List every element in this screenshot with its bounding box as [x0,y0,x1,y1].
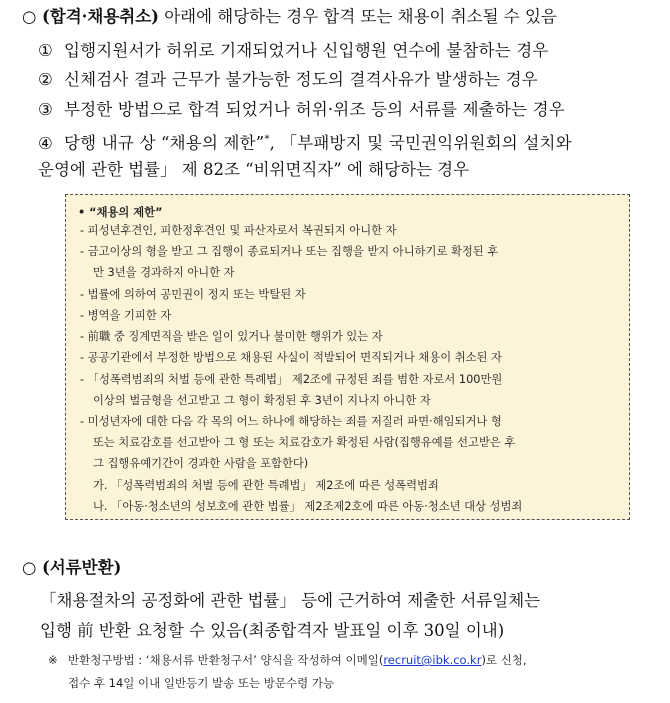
item-number: ② [38,70,53,89]
item-text: 입행지원서가 허위로 기재되었거나 신입행원 연수에 불참하는 경우 [64,41,549,60]
list-item-4 [38,129,572,155]
restriction-line: - 「성폭력범죄의 처벌 등에 관한 특례법」 제2조에 규정된 죄를 범한 자로서 100만원 [80,373,503,386]
section-intro: 아래에 해당하는 경우 합격 또는 채용이 취소될 수 있음 [159,7,557,26]
return-note-continuation: 접수 후 14일 이내 일반등기 발송 또는 방문수령 가능 [68,676,335,690]
note-mark: ※ [48,653,58,667]
item-text: 당행 내규 상 “채용의 제한” [64,133,265,153]
restriction-line: - 금고이상의 형을 받고 그 집행이 종료되거나 또는 집행을 받지 아니하기로 확정된 후 [80,245,499,258]
section-title: (합격·채용취소) [42,7,159,26]
list-item-1 [38,40,549,62]
restriction-subline: 가. 「성폭력범죄의 처벌 등에 관한 특례법」 제2조에 따른 성폭력범죄 [93,479,439,492]
item-text: 부정한 방법으로 합격 되었거나 허위·위조 등의 서류를 제출하는 경우 [64,100,565,119]
list-item-4-continuation: 운영에 관한 법률」 제 82조 “비위면직자” 에 해당하는 경우 [38,160,470,179]
restriction-box [65,194,630,520]
restriction-line: 또는 치료감호를 선고받아 그 형 또는 치료감호가 확정된 사람(집행유예를 선고받은 후 [93,436,516,449]
restriction-line: - 前職 중 징계면직을 받은 일이 있거나 불미한 행위가 있는 자 [80,330,383,343]
section-cancellation-heading [22,6,557,28]
return-text-line-1: 「채용절차의 공정화에 관한 법률」 등에 근거하여 제출한 서류일체는 [40,591,541,610]
item-number: ③ [38,100,53,119]
item-number: ④ [38,133,53,153]
email-link[interactable]: recruit@ibk.co.kr [383,653,482,667]
restriction-line: - 공공기관에서 부정한 방법으로 채용된 사실이 적발되어 면직되거나 채용이 취소된 자 [80,351,502,364]
restriction-subline: 나. 「아동·청소년의 성보호에 관한 법률」 제2조제2호에 따른 아동·청소년 대상 성범죄 [93,500,523,513]
item-number: ① [38,41,53,60]
restriction-line: 만 3년을 경과하지 아니한 자 [93,266,235,279]
note-text-end: )로 신청, [481,653,527,667]
section-bullet: ○ [22,558,37,577]
footnote-mark: * [264,134,270,145]
restriction-line: - 피성년후견인, 피한정후견인 및 파산자로서 복권되지 아니한 자 [80,224,397,237]
restriction-line: 그 집행유예기간이 경과한 사람을 포함한다) [93,457,309,470]
restriction-line: 이상의 벌금형을 선고받고 그 형이 확정된 후 3년이 지나지 아니한 자 [93,394,431,407]
item-text-cont: , 「부패방지 및 국민권익위원회의 설치와 [269,133,572,153]
return-note [48,652,527,668]
item-text: 신체검사 결과 근무가 불가능한 정도의 결격사유가 발생하는 경우 [64,70,538,89]
return-text-line-2: 입행 前 반환 요청할 수 있음(최종합격자 발표일 이후 30일 이내) [40,621,505,640]
restriction-line: - 미성년자에 대한 다음 각 목의 어느 하나에 해당하는 죄를 저질러 파면·해임되거나 형 [80,415,502,428]
section-title: (서류반환) [42,558,122,577]
note-text: 반환청구방법 : ‘채용서류 반환청구서’ 양식을 작성하여 이메일( [68,653,384,667]
section-bullet: ○ [22,7,37,26]
section-document-return-heading [22,557,121,579]
list-item-2 [38,69,538,91]
restriction-box-title: • “채용의 제한” [78,206,163,219]
restriction-line: - 법률에 의하여 공민권이 정지 또는 박탈된 자 [80,288,306,301]
list-item-3 [38,99,565,121]
restriction-line: - 병역을 기피한 자 [80,309,172,322]
